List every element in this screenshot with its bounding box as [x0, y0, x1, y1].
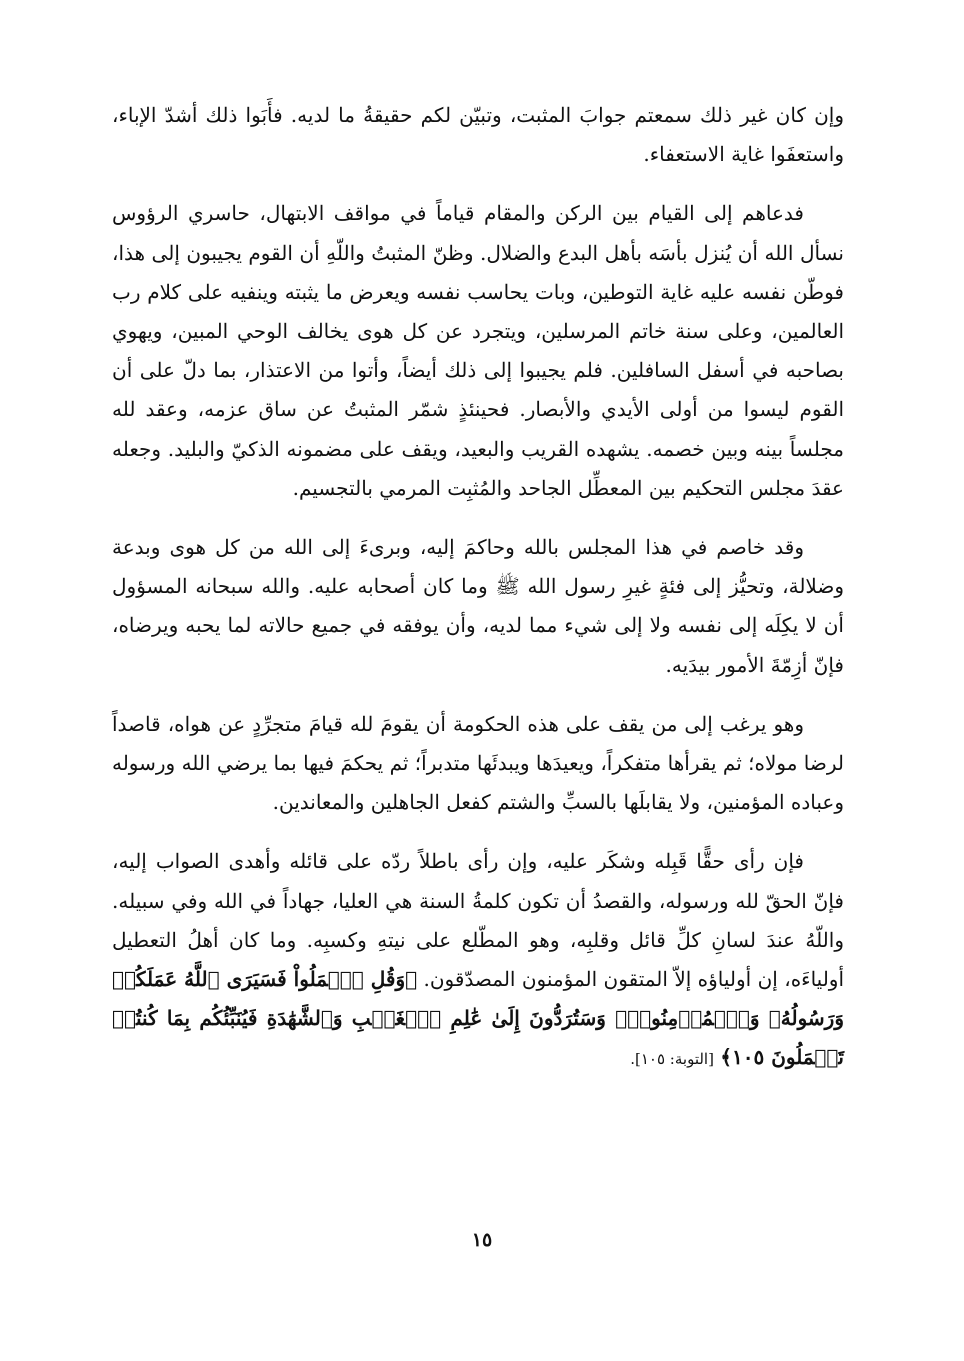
paragraph-5-text: فإن رأى حقًّا قَبِله وشكَر عليه، وإن رأى باطلاً ردّه على قائله وأهدى الصواب إليه، فإنّ الحقّ لله ورسوله، والقصدُ أن تكون كلمةُ السنة هي العليا، جهاداً في الله وفي سبيله. واللّهُ عندَ لسانِ كلِّ قائل وقلبِه، وهو المطّلع على نيتهِ وكسبِه. وما كان أهلُ التعطيل أولياءَه، إن أولياؤه إلاّ المتقون المؤمنون المصدّقون.	[112, 849, 845, 992]
paragraph-5	[112, 842, 844, 1079]
paragraph-2: فدعاهم إلى القيام بين الركن والمقام قياماً في مواقف الابتهال، حاسري الرؤوس نسأل الله أن يُنزل بأسَه بأهل البدع والضلال. وظنّ المثبتُ واللّهِ أن القوم يجيبون إلى هذا، فوطّن نفسه عليه غاية التوطين، وبات يحاسب نفسه ويعرض ما يثبته وينفيه على كلام رب العالمين، وعلى سنة خاتم المرسلين، ويتجرد عن كل هوى يخالف الوحي المبين، ويهوي بصاحبه في أسفل السافلين. فلم يجيبوا إلى ذلك أيضاً، وأتوا من الاعتذار، بما دلّ على أن القوم ليسوا من أولى الأيدي والأبصار. فحينئذٍ شمّر المثبتُ عن ساق عزمه، وعقد لله مجلساً بينه وبين خصمه. يشهده القريب والبعيد، ويقف على مضمونه الذكيّ والبليد. وجعله عقدَ مجلس التحكيم بين المعطِّل الجاحد والمُثبِت المرمي بالتجسيم.	[112, 201, 845, 500]
body-text	[112, 96, 844, 1100]
paragraph-1: وإن كان غير ذلك سمعتم جوابَ المثبت، وتبيّن لكم حقيقةُ ما لديه. فأَبَوا ذلك أشدّ الإباء، واستعفَوا غاية الاستعفاء.	[112, 103, 844, 167]
verse-reference: [التوبة: ١٠٥].	[630, 1050, 714, 1069]
page-number: ١٥	[471, 1229, 493, 1251]
paragraph-3: وقد خاصم في هذا المجلس بالله وحاكمَ إليه، وبرىءَ إلى الله من كل هوى وبدعة وضلالة، وتحيُّز إلى فئةٍ غيرِ رسول الله ﷺ وما كان أصحابه عليه. والله سبحانه المسؤول أن لا يكِلَه إلى نفسه ولا إلى شيء مما لديه، وأن يوفقه في جميع حالاته لما يحبه ويرضاه، فإنّ أزِمّةَ الأمور بيدَيه.	[112, 535, 844, 677]
quran-verse: ﴿وَقُلِ ٱعۡمَلُواْ فَسَيَرَى ٱللَّهُ عَمَلَكُمۡ وَرَسُولُهُۥ وَٱلۡمُؤۡمِنُونَۖ وَسَتُرَدُّونَ إِلَىٰ عَٰلِمِ ٱلۡغَيۡبِ وَٱلشَّهَٰدَةِ فَيُنَبِّئُكُم بِمَا كُنتُمۡ تَعۡمَلُونَ ١٠٥﴾	[112, 967, 844, 1070]
paragraph-4: وهو يرغب إلى من يقف على هذه الحكومة أن يقومَ لله قيامَ متجرِّدٍ عن هواه، قاصداً لرضا مولاه؛ ثم يقرأها متفكراً، ويعيدَها ويبدئَها متدبراً؛ ثم يحكمَ فيها بما يرضي الله ورسوله وعباده المؤمنين، ولا يقابلَها بالسبِّ والشتم كفعل الجاهلين والمعاندين.	[111, 711, 844, 815]
